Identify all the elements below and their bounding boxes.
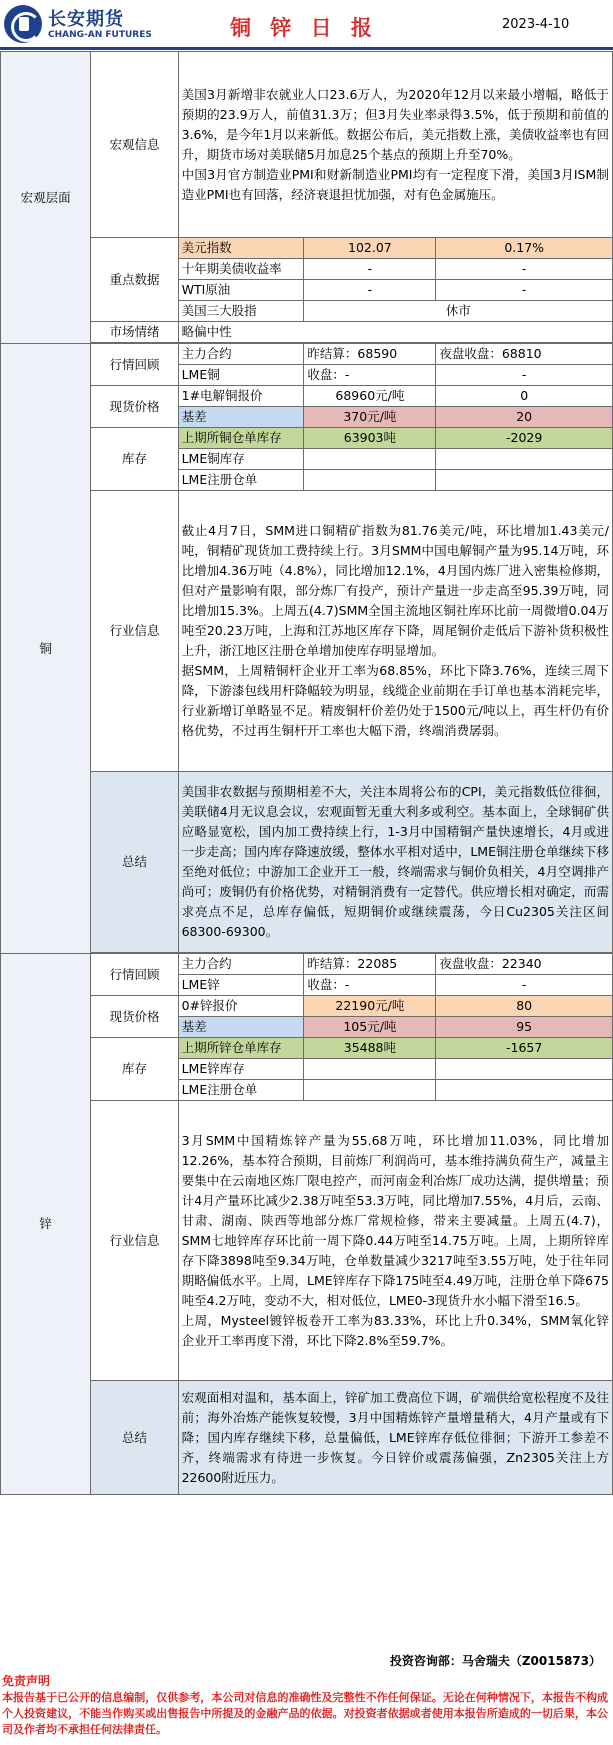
zinc-summary-row	[1, 1381, 613, 1495]
report-date: 2023-4-10	[502, 17, 570, 32]
copper-basis-change: 20	[436, 407, 613, 428]
copper-inv-lme-reg-value	[304, 470, 436, 491]
zinc-inv-shfe-value: 35488吨	[304, 1038, 436, 1059]
report-footer	[0, 1650, 613, 1745]
macro-category: 宏观层面	[1, 52, 91, 344]
macro-data-name: 美元指数	[178, 238, 304, 259]
copper-spot-row	[1, 386, 613, 407]
copper-summary-text: 美国非农数据与预期相差不大，关注本周将公布的CPI，美元指数低位徘徊，美联储4月无议息会议，宏观面暂无重大利多或利空。基本面上，全球铜矿供应略显宽松，国内加工费持续上行，1-3月中国精铜产量快速增长，4月或进一步走高；国内库存降速放缓，整体水平相对适中，LME铜注册仓单继续下移至绝对低位；中游加工企业开工一般，终端需求与铜价负相关，4月空调排产尚可；废铜仍有价格优势，对精铜消费有一定替代。供应增长相对确定，而需求亮点不足，总库存偏低，短期铜价或继续震荡，今日Cu2305关注区间68300-69300。	[178, 772, 612, 953]
copper-lme-change: -	[436, 365, 613, 386]
macro-sentiment-row	[1, 322, 613, 343]
copper-settle: 昨结算：68590	[304, 344, 436, 365]
zinc-category: 锌	[1, 954, 91, 1495]
copper-inv-lme-reg-name: LME注册仓单	[178, 470, 304, 491]
logo-emblem-icon	[4, 5, 42, 43]
macro-data-row	[1, 238, 613, 259]
disclaimer-title: 免责声明	[2, 1674, 51, 1688]
header-divider	[0, 47, 613, 50]
zinc-settle: 昨结算：22085	[304, 954, 436, 975]
copper-contract-row	[1, 344, 613, 365]
copper-inv-lme-value	[304, 449, 436, 470]
zinc-summary-label: 总结	[91, 1381, 178, 1495]
zinc-lme-close: 收盘：-	[304, 975, 436, 996]
copper-inv-shfe-name: 上期所铜仓单库存	[178, 428, 304, 449]
zinc-quote-label: 行情回顾	[91, 954, 178, 996]
copper-industry-label: 行业信息	[91, 491, 178, 772]
copper-industry-text: 截止4月7日，SMM进口铜精矿指数为81.76美元/吨，环比增加1.43美元/吨，铜精矿现货加工费持续上行。3月SMM中国电解铜产量为95.14万吨，环比增加4.36万吨（4.8%），同比增加12.1%，4月国内炼厂进入密集检修期，但对产量影响有限，部分炼厂有投产，预计产量进一步走高至95.39万吨，同比增加15.3%。上周五(4.7)SMM全国主流地区铜社库环比前一周微增0.04万吨至20.23万吨，上海和江苏地区库存下降，周尾铜价走低后下游补货积极性上升，浙江地区注册仓单增加使库存明显增加。 据SMM，上周精铜杆企业开工率为68.85%，环比下降3.76%，连续三周下降，下游漆包线用杆降幅较为明显，线缆企业前期在手订单也基本消耗完毕，行业新增订单略显不足。精废铜杆价差仍处于1500元/吨以上，再生杆仍有价格优势，不过再生铜杆开工率也大幅下滑，终端消费孱弱。	[178, 491, 612, 772]
zinc-spot-row	[1, 996, 613, 1017]
macro-info-text: 美国3月新增非农就业人口23.6万人，为2020年12月以来最小增幅，略低于预期的23.9万人，前值31.3万；但3月失业率录得3.5%，低于预期和前值的3.6%，是今年1月以来新低。数据公布后，美元指数上涨，美债收益率也有回升，期货市场对美联储5月加息25个基点的预期上升至70%。 中国3月官方制造业PMI和财新制造业PMI均有一定程度下滑，美国3月ISM制造业PMI也有回落，经济衰退担忧加强，对有色金属施压。	[178, 52, 612, 238]
copper-spot-price: 68960元/吨	[304, 386, 436, 407]
macro-data-name: 美国三大股指	[178, 301, 304, 322]
company-logo	[4, 3, 154, 45]
zinc-inv-shfe-change: -1657	[436, 1038, 613, 1059]
copper-lme-close: 收盘：-	[304, 365, 436, 386]
copper-quote-label: 行情回顾	[91, 344, 178, 386]
advisor-credit: 投资咨询部：马舍瑞夫（Z0015873）	[389, 1654, 601, 1668]
copper-inventory-label: 库存	[91, 428, 178, 491]
copper-inv-lme-reg-change	[436, 470, 613, 491]
zinc-inv-lme-reg-change	[436, 1080, 613, 1101]
macro-info-row	[1, 52, 613, 238]
macro-sentiment-value: 略偏中性	[178, 322, 612, 343]
copper-contract-label: 主力合约	[178, 344, 304, 365]
zinc-lme-change: -	[436, 975, 613, 996]
copper-industry-row	[1, 491, 613, 772]
zinc-night-close: 夜盘收盘：22340	[436, 954, 613, 975]
macro-data-name: WTI原油	[178, 280, 304, 301]
zinc-basis-change: 95	[436, 1017, 613, 1038]
zinc-inv-lme-change	[436, 1059, 613, 1080]
zinc-summary-text: 宏观面相对温和，基本面上，锌矿加工费高位下调，矿端供给宽松程度不及往前；海外冶炼产能恢复较慢，3月中国精炼锌产量增量稍大，4月产量或有下降；国内库存继续下移，总量偏低，LME锌库存低位徘徊；下游开工参差不齐，终端需求有待进一步恢复。今日锌价或震荡偏强，Zn2305关注上方22600附近压力。	[178, 1381, 612, 1495]
copper-basis-value: 370元/吨	[304, 407, 436, 428]
zinc-inv-lme-reg-value	[304, 1080, 436, 1101]
copper-summary-label: 总结	[91, 772, 178, 953]
zinc-industry-text: 3月SMM中国精炼锌产量为55.68万吨，环比增加11.03%，同比增加12.26%，基本符合预期，目前炼厂利润尚可，基本维持满负荷生产，减量主要集中在云南地区炼厂限电控产，而河南金利冶炼厂成功达满，提供增量；预计4月产量环比减少2.38万吨至53.3万吨，同比增加7.55%，4月后，云南、甘肃、湖南、陕西等地部分炼厂常规检修，带来主要减量。上周五(4.7)，SMM七地锌库存环比前一周下降0.44万吨至14.75万吨。上周，上期所锌库存下降3898吨至9.34万吨，仓单数量减少3217吨至3.55万吨，处于往年同期略偏低水平。上周，LME锌库存下降175吨至4.49万吨，注册仓单下降675吨至4.2万吨，变动不大，相对低位，LME0-3现货升水小幅下滑至16.5。 上周，Mysteel镀锌板卷开工率为83.33%，环比上升0.34%，SMM氧化锌企业开工率再度下滑，环比下降2.8%至59.7%。	[178, 1101, 612, 1381]
zinc-basis-value: 105元/吨	[304, 1017, 436, 1038]
copper-lme-label: LME铜	[178, 365, 304, 386]
zinc-basis-name: 基差	[178, 1017, 304, 1038]
zinc-industry-row	[1, 1101, 613, 1381]
copper-night-close: 夜盘收盘：68810	[436, 344, 613, 365]
report-header	[0, 0, 613, 48]
macro-data-value: -	[304, 259, 436, 280]
macro-data-change: -	[436, 259, 613, 280]
copper-inv-shfe-row	[1, 428, 613, 449]
zinc-inventory-label: 库存	[91, 1038, 178, 1101]
copper-inv-shfe-change: -2029	[436, 428, 613, 449]
zinc-inv-lme-name: LME锌库存	[178, 1059, 304, 1080]
copper-inv-shfe-value: 63903吨	[304, 428, 436, 449]
macro-data-change: -	[436, 280, 613, 301]
macro-sentiment-label: 市场情绪	[91, 322, 178, 343]
zinc-spot-name: 0#锌报价	[178, 996, 304, 1017]
zinc-spot-change: 80	[436, 996, 613, 1017]
report-title: 铜 锌 日 报	[230, 16, 378, 40]
logo-english-name: CHANG-AN FUTURES	[48, 30, 152, 40]
macro-data-value: -	[304, 280, 436, 301]
zinc-spot-price: 22190元/吨	[304, 996, 436, 1017]
zinc-contract-row	[1, 954, 613, 975]
report-table	[0, 51, 613, 1495]
macro-key-data-label: 重点数据	[91, 238, 178, 322]
copper-basis-name: 基差	[178, 407, 304, 428]
zinc-lme-label: LME锌	[178, 975, 304, 996]
copper-category: 铜	[1, 344, 91, 954]
macro-data-name: 十年期美债收益率	[178, 259, 304, 280]
zinc-contract-label: 主力合约	[178, 954, 304, 975]
logo-chinese-name: 长安期货	[48, 9, 124, 30]
zinc-inv-lme-reg-name: LME注册仓单	[178, 1080, 304, 1101]
copper-summary-row	[1, 772, 613, 953]
zinc-inv-lme-value	[304, 1059, 436, 1080]
copper-inv-lme-change	[436, 449, 613, 470]
copper-spot-change: 0	[436, 386, 613, 407]
copper-spot-label: 现货价格	[91, 386, 178, 428]
copper-spot-name: 1#电解铜报价	[178, 386, 304, 407]
macro-info-label: 宏观信息	[91, 52, 178, 238]
zinc-inv-shfe-row	[1, 1038, 613, 1059]
macro-data-value: 102.07	[304, 238, 436, 259]
macro-data-change: 0.17%	[436, 238, 613, 259]
disclaimer-text: 本报告基于已公开的信息编制，仅供参考，本公司对信息的准确性及完整性不作任何保证。无论在何种情况下，本报告不构成个人投资建议，不能当作购买或出售报告中所提及的金融产品的依据。对投资者依据或者使用本报告所造成的一切后果，本公司及作者均不承担任何法律责任。	[2, 1691, 608, 1736]
zinc-spot-label: 现货价格	[91, 996, 178, 1038]
copper-inv-lme-name: LME铜库存	[178, 449, 304, 470]
macro-data-value: 休市	[304, 301, 613, 322]
zinc-inv-shfe-name: 上期所锌仓单库存	[178, 1038, 304, 1059]
zinc-industry-label: 行业信息	[91, 1101, 178, 1381]
